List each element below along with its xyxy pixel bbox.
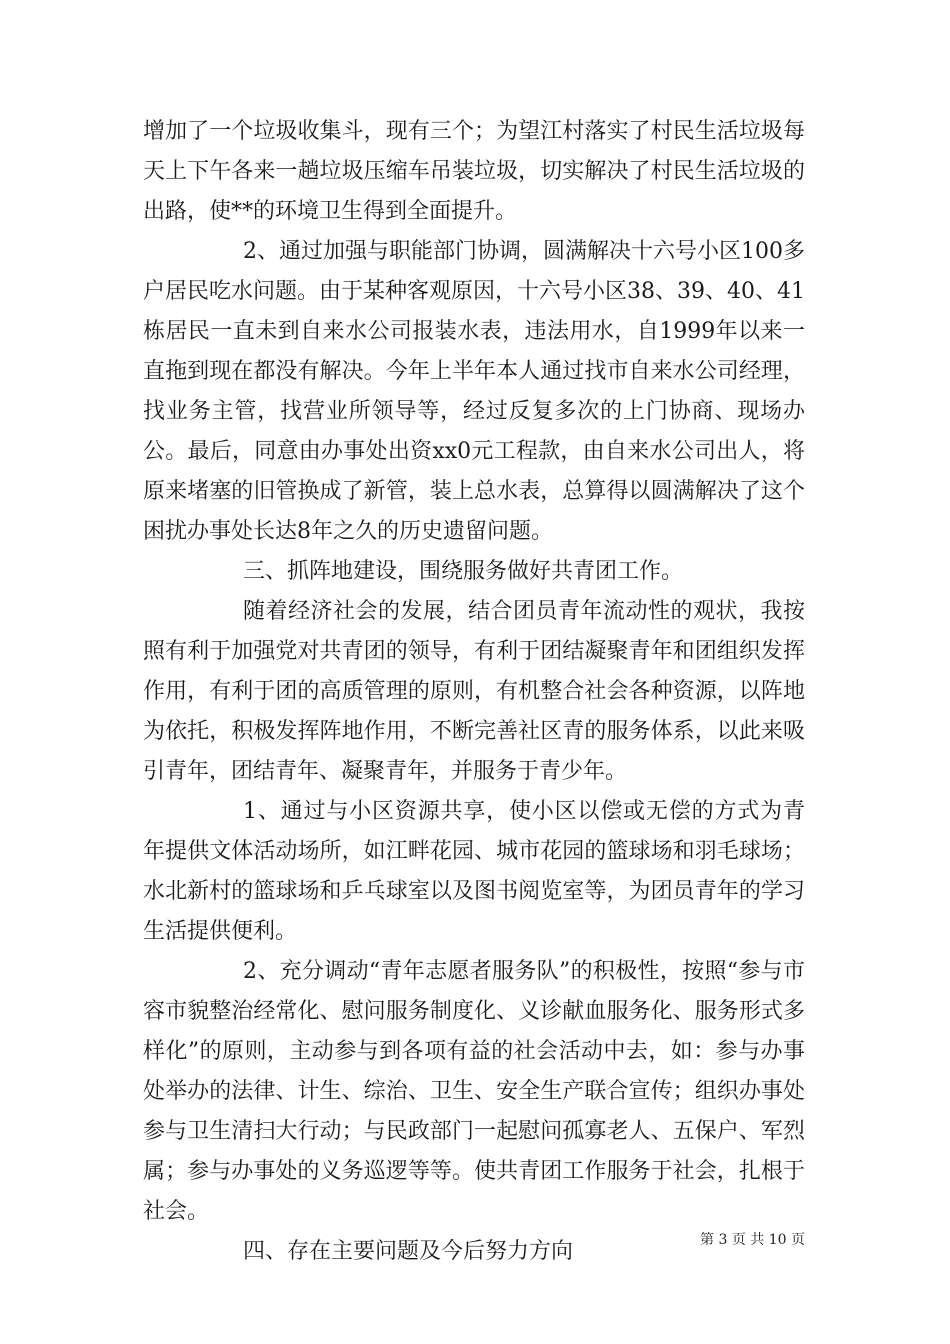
section-heading-four: 四、存在主要问题及今后努力方向 xyxy=(243,1239,574,1264)
page-number-footer: 第 3 页 共 10 页 xyxy=(700,1232,805,1248)
paragraph-youth-league-intro: 随着经济社会的发展，结合团员青年流动性的观状，我按照有利于加强党对共青团的领导，有利于团结凝聚青年和团组织发挥作用，有利于团的高质管理的原则，有机整合社会各种资源，以阵地为依托，积极发挥阵地作用，不断完善社区青的服务体系，以此来吸引青年，团结青年、凝聚青年，并服务于青少年。 xyxy=(143,599,805,784)
section-heading-three: 三、抓阵地建设，围绕服务做好共青团工作。 xyxy=(243,559,684,584)
document-body xyxy=(143,112,805,1272)
paragraph-water-supply: 2、通过加强与职能部门协调，圆满解决十六号小区100多户居民吃水问题。由于某种客观原因，十六号小区38、39、40、41栋居民一直未到自来水公司报装水表，违法用水，自1999年以来一直拖到现在都没有解决。今年上半年本人通过找市自来水公司经理，找业务主管，找营业所领导等，经过反复多次的上门协商、现场办公。最后，同意由办事处出资xx0元工程款，由自来水公司出人，将原来堵塞的旧管换成了新管，装上总水表，总算得以圆满解决了这个困扰办事处长达8年之久的历史遗留问题。 xyxy=(143,239,805,544)
paragraph-resource-sharing: 1、通过与小区资源共享，使小区以偿或无偿的方式为青年提供文体活动场所，如江畔花园、城市花园的篮球场和羽毛球场；水北新村的篮球场和乒乓球室以及图书阅览室等，为团员青年的学习生活提供便利。 xyxy=(143,799,805,944)
paragraph-sanitation-continued: 增加了一个垃圾收集斗，现有三个；为望江村落实了村民生活垃圾每天上下午各来一趟垃圾压缩车吊装垃圾，切实解决了村民生活垃圾的出路，使**的环境卫生得到全面提升。 xyxy=(143,119,805,224)
paragraph-volunteer-team: 2、充分调动“青年志愿者服务队”的积极性，按照“参与市容市貌整治经常化、慰问服务制度化、义诊献血服务化、服务形式多样化”的原则，主动参与到各项有益的社会活动中去，如：参与办事处举办的法律、计生、综治、卫生、安全生产联合宣传；组织办事处参与卫生清扫大行动；与民政部门一起慰问孤寡老人、五保户、军烈属；参与办事处的义务巡逻等等。使共青团工作服务于社会，扎根于社会。 xyxy=(143,959,805,1224)
